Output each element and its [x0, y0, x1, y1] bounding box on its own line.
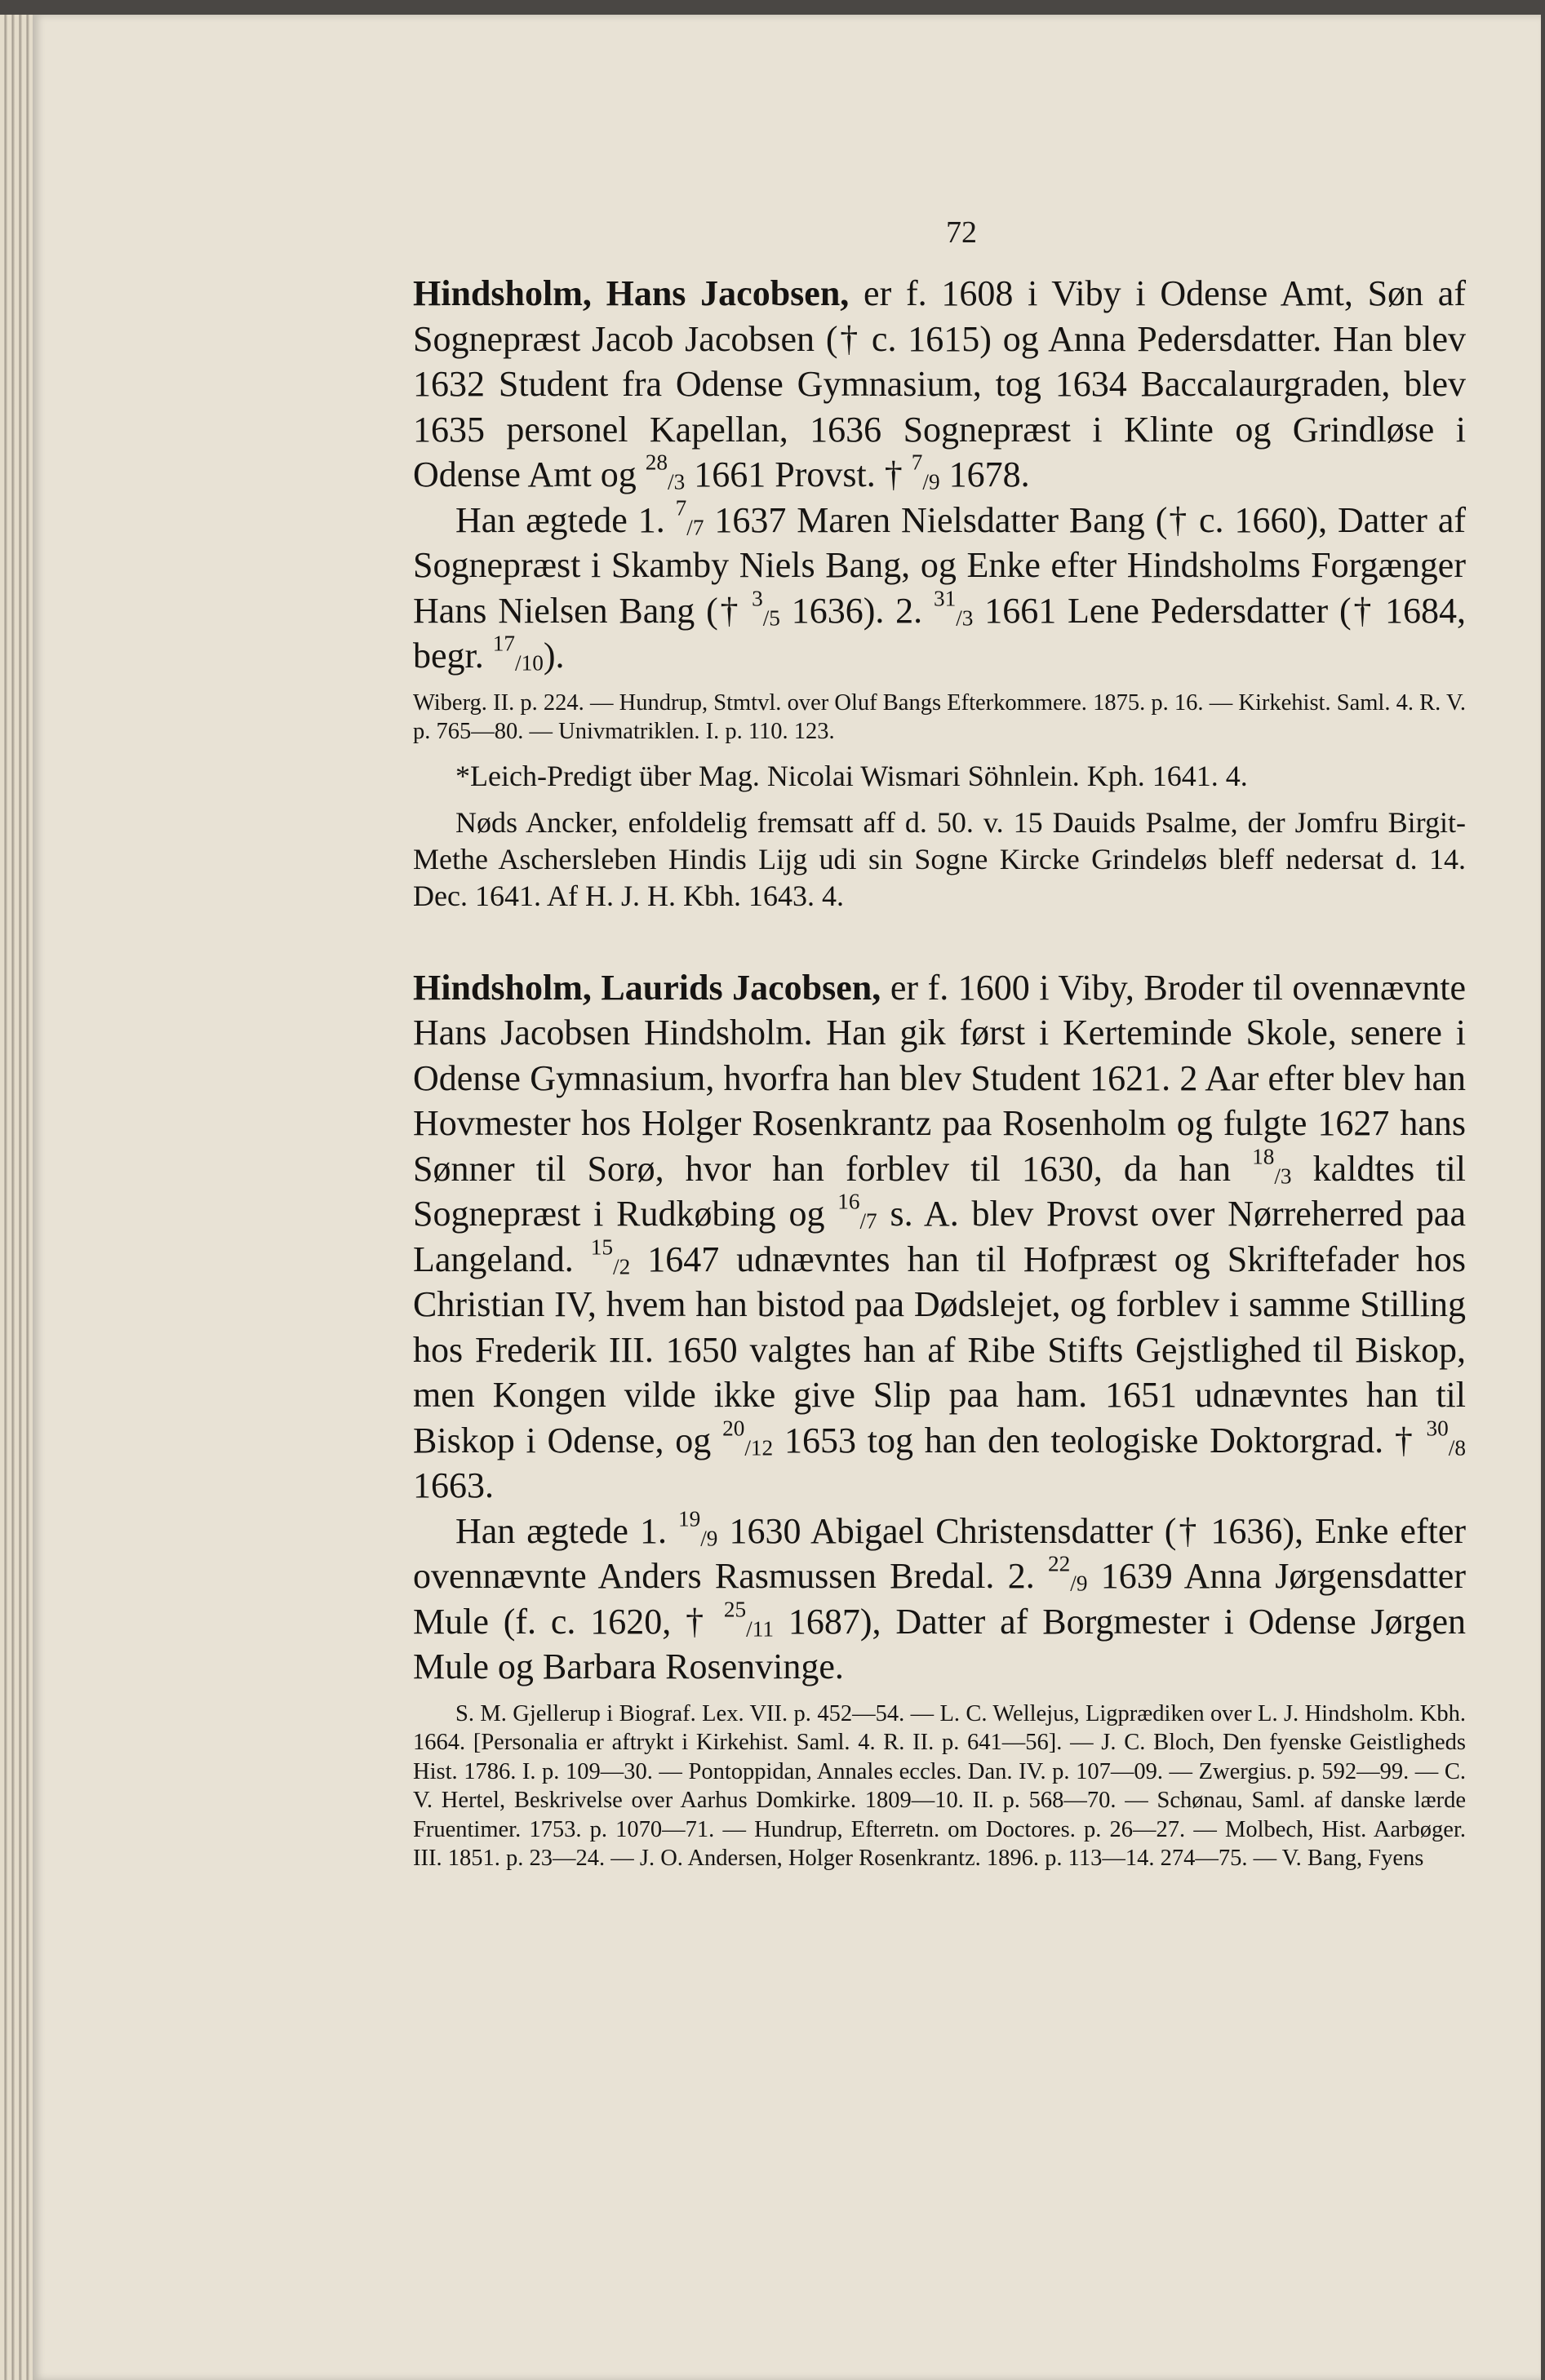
date-fraction: $^{15}_{/2}$	[590, 1234, 631, 1279]
work-title: Nøds Ancker, enfoldelig fremsatt aff d. 50. v. 15 Dauids Psalme, der Jomfru Birgit-Methe Aschersleben Hindis Lijg udi sin Sogne Kircke Grindeløs bleff nedersat d. 14. Dec. 1641. Af H. J. H. Kbh. 1643. 4.	[413, 805, 1466, 912]
entry-name: Hindsholm, Laurids Jacobsen,	[413, 967, 881, 1008]
page-number: 72	[946, 215, 977, 250]
entry-name: Hindsholm, Hans Jacobsen,	[413, 273, 850, 313]
entry-hans-marriage: Han ægtede 1. $^7_{/7}$ 1637 Maren Nielsdatter Bang († c. 1660), Datter af Sognepræst i Skamby Niels Bang, og Enke efter Hindsholms Forgænger Hans Nielsen Bang († $^3_{/5}$ 1636). 2. $^{31}_{/3}$ 1661 Lene Pedersdatter († 1684, begr. $^{17}_{/10}$).	[413, 495, 1467, 676]
date-fraction: $^7_{/7}$	[675, 495, 704, 539]
date-fraction: $^{16}_{/7}$	[837, 1189, 877, 1234]
date-fraction: $^{25}_{/11}$	[723, 1597, 774, 1641]
entry-laurids-bio	[413, 965, 1466, 1509]
entry-bio: er f. 1600 i Viby, Broder til ovennævnte Hans Jacobsen Hindsholm. Han gik først i Kerteminde Skole, senere i Odense Gymnasium, hvorfra han blev Student 1621. 2 Aar efter blev han Hovmester hos Holger Rosenkrantz paa Rosenholm og fulgte 1627 hans Sønner til Sorø, hvor han forblev til 1630, da han $^{18}_{/3}$ kaldtes til Sognepræst i Rudkøbing og $^{16}_{/7}$ s. A. blev Provst over Nørreherred paa Langeland. $^{15}_{/2}$ 1647 udnævntes han til Hofpræst og Skriftefader hos Christian IV, hvem han bistod paa Dødslejet, og forblev i samme Stilling hos Frederik III. 1650 valgtes han af Ribe Stifts Gejstlighed til Biskop, men Kongen vilde ikke give Slip paa ham. 1651 udnævntes han til Biskop i Odense, og $^{20}_{/12}$ 1653 tog han den teologiske Doktorgrad. † $^{30}_{/8}$ 1663.	[413, 967, 1467, 1505]
date-fraction: $^{18}_{/3}$	[1252, 1144, 1292, 1188]
date-fraction: $^{20}_{/12}$	[722, 1416, 774, 1460]
entry-hans-bio	[413, 271, 1466, 498]
entry-laurids-references: S. M. Gjellerup i Biograf. Lex. VII. p. 452—54. — L. C. Wellejus, Ligprædiken over L. J. Hindsholm. Kbh. 1664. [Personalia er aftrykt i Kirkehist. Saml. 4. R. II. p. 641—56]. — J. C. Bloch, Den fyenske Geistligheds Hist. 1786. I. p. 109—30. — Pontoppidan, Annales eccles. Dan. IV. p. 107—09. — Zwergius. p. 592—99. — C. V. Hertel, Beskrivelse over Aarhus Domkirke. 1809—10. II. p. 568—70. — Schønau, Saml. af danske lærde Fruentimer. 1753. p. 1070—71. — Hundrup, Efterretn. om Doctores. p. 26—27. — Molbech, Hist. Aarbøger. III. 1851. p. 23—24. — J. O. Andersen, Holger Rosenkrantz. 1896. p. 113—14. 274—75. — V. Bang, Fyens	[413, 1700, 1466, 1871]
date-fraction: $^7_{/9}$	[911, 450, 940, 494]
date-fraction: $^{22}_{/9}$	[1047, 1551, 1088, 1596]
date-fraction: $^{19}_{/9}$	[677, 1506, 718, 1550]
text-column	[413, 271, 1466, 1885]
entry-bio: er f. 1608 i Viby i Odense Amt, Søn af Sognepræst Jacob Jacobsen († c. 1615) og Anna Pedersdatter. Han blev 1632 Student fra Odense Gymnasium, tog 1634 Baccalaurgraden, blev 1635 personel Kapellan, 1636 Sognepræst i Klinte og Grindløse i Odense Amt og $^{28}_{/3}$ 1661 Provst. † $^7_{/9}$ 1678.	[413, 273, 1466, 494]
entry-hans-references: Wiberg. II. p. 224. — Hundrup, Stmtvl. over Oluf Bangs Efterkommere. 1875. p. 16. — Kirkehist. Saml. 4. R. V. p. 765—80. — Univmatriklen. I. p. 110. 123.	[413, 689, 1466, 744]
date-fraction: $^{30}_{/8}$	[1426, 1416, 1466, 1460]
work-title: *Leich-Predigt über Mag. Nicolai Wismari Söhnlein. Kph. 1641. 4.	[455, 759, 1248, 792]
entry-laurids-marriage: Han ægtede 1. $^{19}_{/9}$ 1630 Abigael Christensdatter († 1636), Enke efter ovennævnte Anders Rasmussen Bredal. 2. $^{22}_{/9}$ 1639 Anna Jørgensdatter Mule (f. c. 1620, † $^{25}_{/11}$ 1687), Datter af Borgmester i Odense Jørgen Mule og Barbara Rosenvinge.	[413, 1506, 1466, 1686]
date-fraction: $^{31}_{/3}$	[933, 586, 974, 630]
date-fraction: $^3_{/5}$	[752, 586, 780, 630]
date-fraction: $^{17}_{/10}$	[492, 631, 544, 676]
date-fraction: $^{28}_{/3}$	[645, 450, 686, 494]
